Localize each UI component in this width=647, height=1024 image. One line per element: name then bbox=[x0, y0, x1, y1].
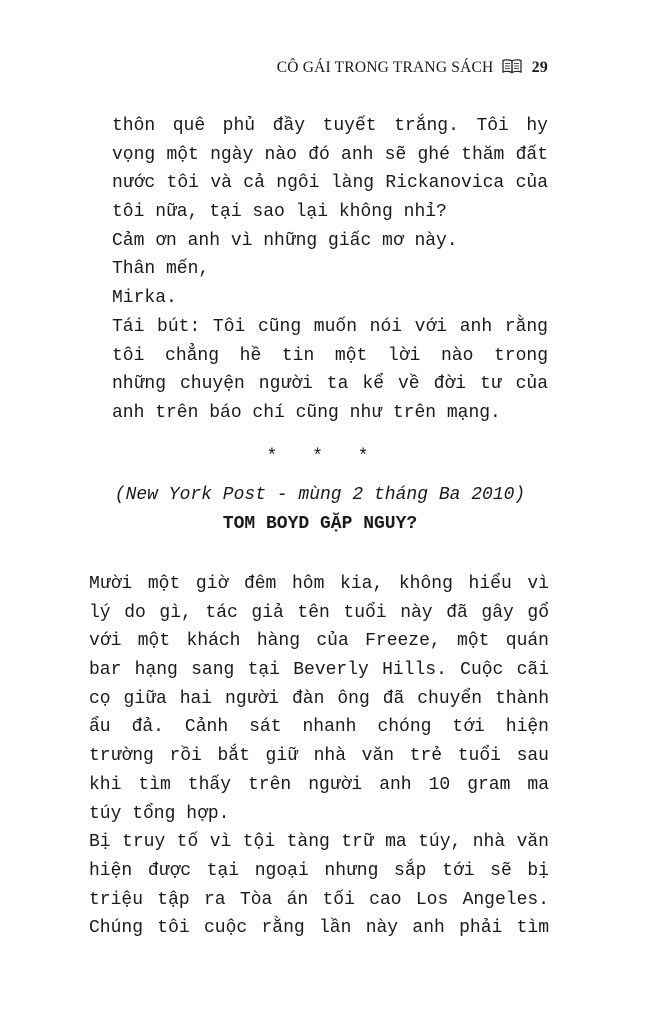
article-line: lý do gì, tác giả tên tuổi này đã gây gổ bbox=[89, 602, 549, 623]
letter-line: anh trên báo chí cũng như trên mạng. bbox=[112, 402, 501, 423]
letter-line: Mirka. bbox=[112, 288, 177, 309]
article-line: khi tìm thấy trên người anh 10 gram ma bbox=[89, 774, 549, 795]
article-line: ẩu đả. Cảnh sát nhanh chóng tới hiện bbox=[89, 717, 549, 738]
article-line: cọ giữa hai người đàn ông đã chuyển thành bbox=[89, 688, 549, 709]
article-source: (New York Post - mùng 2 tháng Ba 2010) bbox=[114, 485, 526, 505]
section-separator: * * * bbox=[266, 447, 381, 467]
letter-text bbox=[112, 112, 548, 428]
running-header bbox=[0, 58, 548, 79]
letter-line: Cảm ơn anh vì những giấc mơ này. bbox=[112, 230, 458, 251]
article-line: túy tổng hợp. bbox=[89, 803, 230, 824]
letter-line: tôi nữa, tại sao lại không nhỉ? bbox=[112, 202, 447, 223]
letter-line: những chuyện người ta kể về đời tư của bbox=[112, 374, 548, 395]
article-line: Bị truy tố vì tội tàng trữ ma túy, nhà văn bbox=[89, 832, 549, 853]
article-line: Mười một giờ đêm hôm kia, không hiểu vì bbox=[89, 574, 549, 594]
letter-line: thôn quê phủ đầy tuyết trắng. Tôi hy bbox=[112, 116, 548, 136]
article-line: triệu tập ra Tòa án tối cao Los Angeles. bbox=[89, 889, 549, 910]
article-line: với một khách hàng của Freeze, một quán bbox=[89, 631, 549, 652]
letter-line: nước tôi và cả ngôi làng Rickanovica của bbox=[112, 173, 548, 194]
letter-line: tôi chẳng hề tin một lời nào trong bbox=[112, 345, 548, 366]
letter-line: Tái bút: Tôi cũng muốn nói với anh rằng bbox=[112, 316, 548, 337]
article-line: bar hạng sang tại Beverly Hills. Cuộc cãi bbox=[89, 660, 549, 681]
article-headline: TOM BOYD GẶP NGUY? bbox=[222, 514, 418, 534]
open-book-icon bbox=[502, 58, 522, 79]
letter-line: vọng một ngày nào đó anh sẽ ghé thăm đất bbox=[112, 144, 548, 165]
page-number: 29 bbox=[531, 59, 548, 76]
article-line: trường rồi bắt giữ nhà văn trẻ tuổi sau bbox=[89, 746, 549, 767]
article-body bbox=[89, 570, 549, 943]
letter-line: Thân mến, bbox=[112, 259, 210, 280]
article-line: Chúng tôi cuộc rằng lần này anh phải tìm bbox=[89, 918, 549, 939]
running-title: CÔ GÁI TRONG TRANG SÁCH bbox=[276, 59, 494, 76]
article-line: hiện được tại ngoại nhưng sắp tới sẽ bị bbox=[89, 860, 549, 881]
